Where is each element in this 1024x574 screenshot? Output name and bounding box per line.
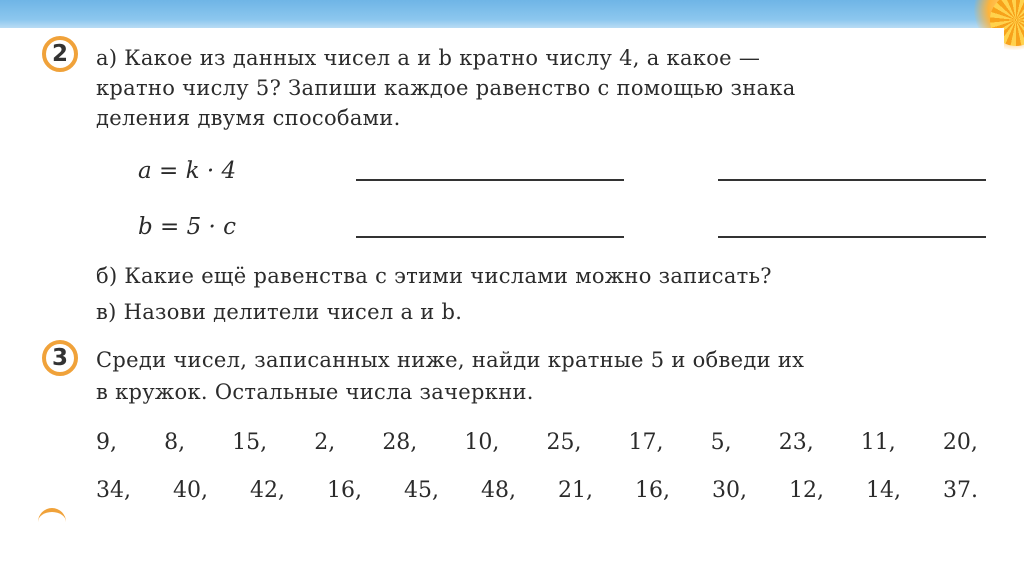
numbers-row-2 bbox=[96, 478, 978, 503]
number-cell[interactable]: 16, bbox=[327, 478, 362, 503]
task-3-number-badge bbox=[42, 340, 78, 376]
answer-blank-2[interactable] bbox=[718, 179, 986, 181]
number-cell[interactable]: 14, bbox=[866, 478, 901, 503]
answer-blank-1[interactable] bbox=[356, 179, 624, 181]
number-cell[interactable]: 12, bbox=[789, 478, 824, 503]
task-2b-line: б) Какие ещё равенства с этими числами можно записать? bbox=[96, 264, 772, 288]
task-2a-line-1: а) Какое из данных чисел a и b кратно числу 4, а какое — bbox=[96, 46, 761, 70]
number-cell[interactable]: 42, bbox=[250, 478, 285, 503]
number-cell[interactable]: 17, bbox=[628, 430, 664, 455]
next-task-badge-partial bbox=[38, 508, 66, 522]
number-cell[interactable]: 30, bbox=[712, 478, 747, 503]
number-cell[interactable]: 2, bbox=[314, 430, 336, 455]
equation-b: b = 5 · c bbox=[138, 214, 237, 240]
numbers-row-1 bbox=[96, 430, 978, 455]
answer-blank-4[interactable] bbox=[718, 236, 986, 238]
number-cell[interactable]: 15, bbox=[232, 430, 268, 455]
number-cell[interactable]: 9, bbox=[96, 430, 117, 455]
number-cell[interactable]: 40, bbox=[173, 478, 208, 503]
number-cell[interactable]: 16, bbox=[635, 478, 670, 503]
number-cell[interactable]: 28, bbox=[382, 430, 418, 455]
task-3-number: 3 bbox=[51, 345, 68, 371]
task-2-number: 2 bbox=[51, 41, 68, 67]
number-cell[interactable]: 11, bbox=[860, 430, 896, 455]
task-2c-line: в) Назови делители чисел a и b. bbox=[96, 300, 463, 324]
number-cell[interactable]: 25, bbox=[546, 430, 582, 455]
number-cell[interactable]: 23, bbox=[778, 430, 814, 455]
slide-header-bar bbox=[0, 0, 1024, 28]
task-3-line-2: в кружок. Остальные числа зачеркни. bbox=[96, 380, 534, 404]
number-cell[interactable]: 48, bbox=[481, 478, 516, 503]
task-2-number-badge bbox=[42, 36, 78, 72]
number-cell[interactable]: 10, bbox=[464, 430, 500, 455]
number-cell[interactable]: 37. bbox=[943, 478, 978, 503]
number-cell[interactable]: 34, bbox=[96, 478, 131, 503]
task-2a-line-3: деления двумя способами. bbox=[96, 106, 401, 130]
number-cell[interactable]: 5, bbox=[710, 430, 732, 455]
equation-a: a = k · 4 bbox=[138, 158, 237, 184]
task-3-line-1: Среди чисел, записанных ниже, найди кратные 5 и обведи их bbox=[96, 348, 805, 372]
number-cell[interactable]: 21, bbox=[558, 478, 593, 503]
answer-blank-3[interactable] bbox=[356, 236, 624, 238]
task-2a-line-2: кратно числу 5? Запиши каждое равенство с помощью знака bbox=[96, 76, 796, 100]
number-cell[interactable]: 20, bbox=[942, 430, 978, 455]
number-cell[interactable]: 45, bbox=[404, 478, 439, 503]
number-cell[interactable]: 8, bbox=[164, 430, 186, 455]
textbook-page bbox=[20, 28, 1004, 512]
